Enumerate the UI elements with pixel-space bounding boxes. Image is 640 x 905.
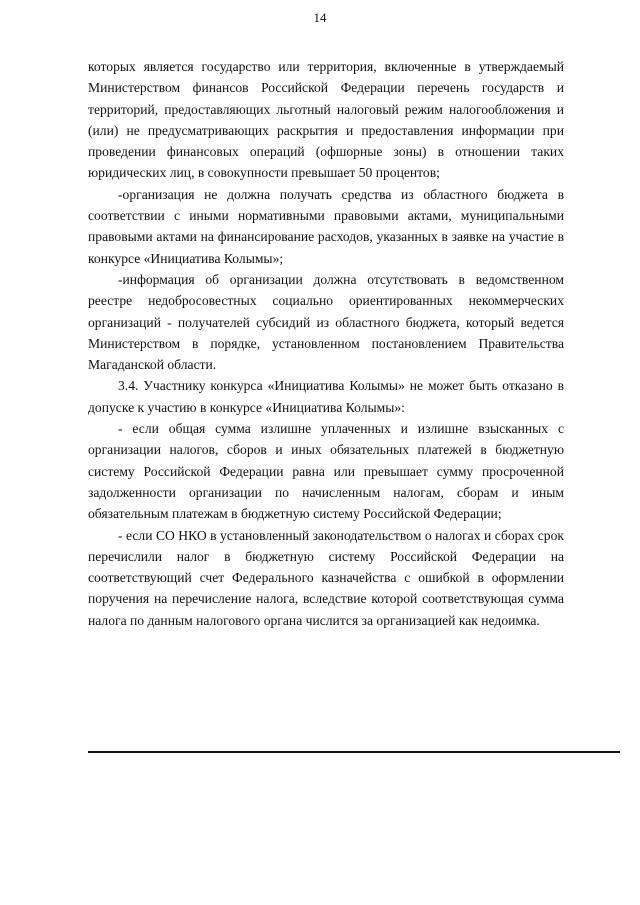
page-number: 14 [313,10,327,25]
bottom-divider [88,751,620,753]
paragraph-overpaid-taxes: - если общая сумма излишне уплаченных и излишне взысканных с организации налогов, сборов и иных обязательных платежей в бюджетную систему Российской Федерации равна или превышает сумму просроченной задолженности организации по начисленным налогам, сборам и иным обязательным платежам в бюджетную систему Российской Федерации; [88,421,564,522]
paragraph-offshore-continuation: которых является государство или территория, включенные в утверждаемый Министерством финансов Российской Федерации перечень государств и территорий, предоставляющих льготный налоговый режим налогообложения и (или) не предусматривающих раскрытия и предоставления информации при проведении финансовых операций (офшорные зоны) в отношении таких юридических лиц, в совокупности превышает 50 процентов; [88,59,564,181]
paragraph-section-3-4: 3.4. Участнику конкурса «Инициатива Колымы» не может быть отказано в допуске к участию в конкурсе «Инициатива Колымы»: [88,378,564,415]
paragraph-payment-error: - если СО НКО в установленный законодательством о налогах и сборах срок перечислили налог в бюджетную систему Российской Федерации на соответствующий счет Федерального казначейства с ошибкой в оформлении поручения на перечисление налога, вследствие которой соответствующая сумма налога по данным налогового органа числится за организацией как недоимка. [88,527,564,628]
document-body [88,56,564,631]
paragraph-not-in-unreliable-registry: -информация об организации должна отсутствовать в ведомственном реестре недобросовестных социально ориентированных некоммерческих организаций - получателей субсидий из областного бюджета, который ведется Министерством в порядке, установленном постановлением Правительства Магаданской области. [88,271,564,373]
paragraph-no-other-budget-funds: -организация не должна получать средства из областного бюджета в соответствии с иными нормативными правовыми актами, муниципальными правовыми актами на финансирование расходов, указанных в заявке на участие в конкурсе «Инициатива Колымы»; [88,186,564,266]
